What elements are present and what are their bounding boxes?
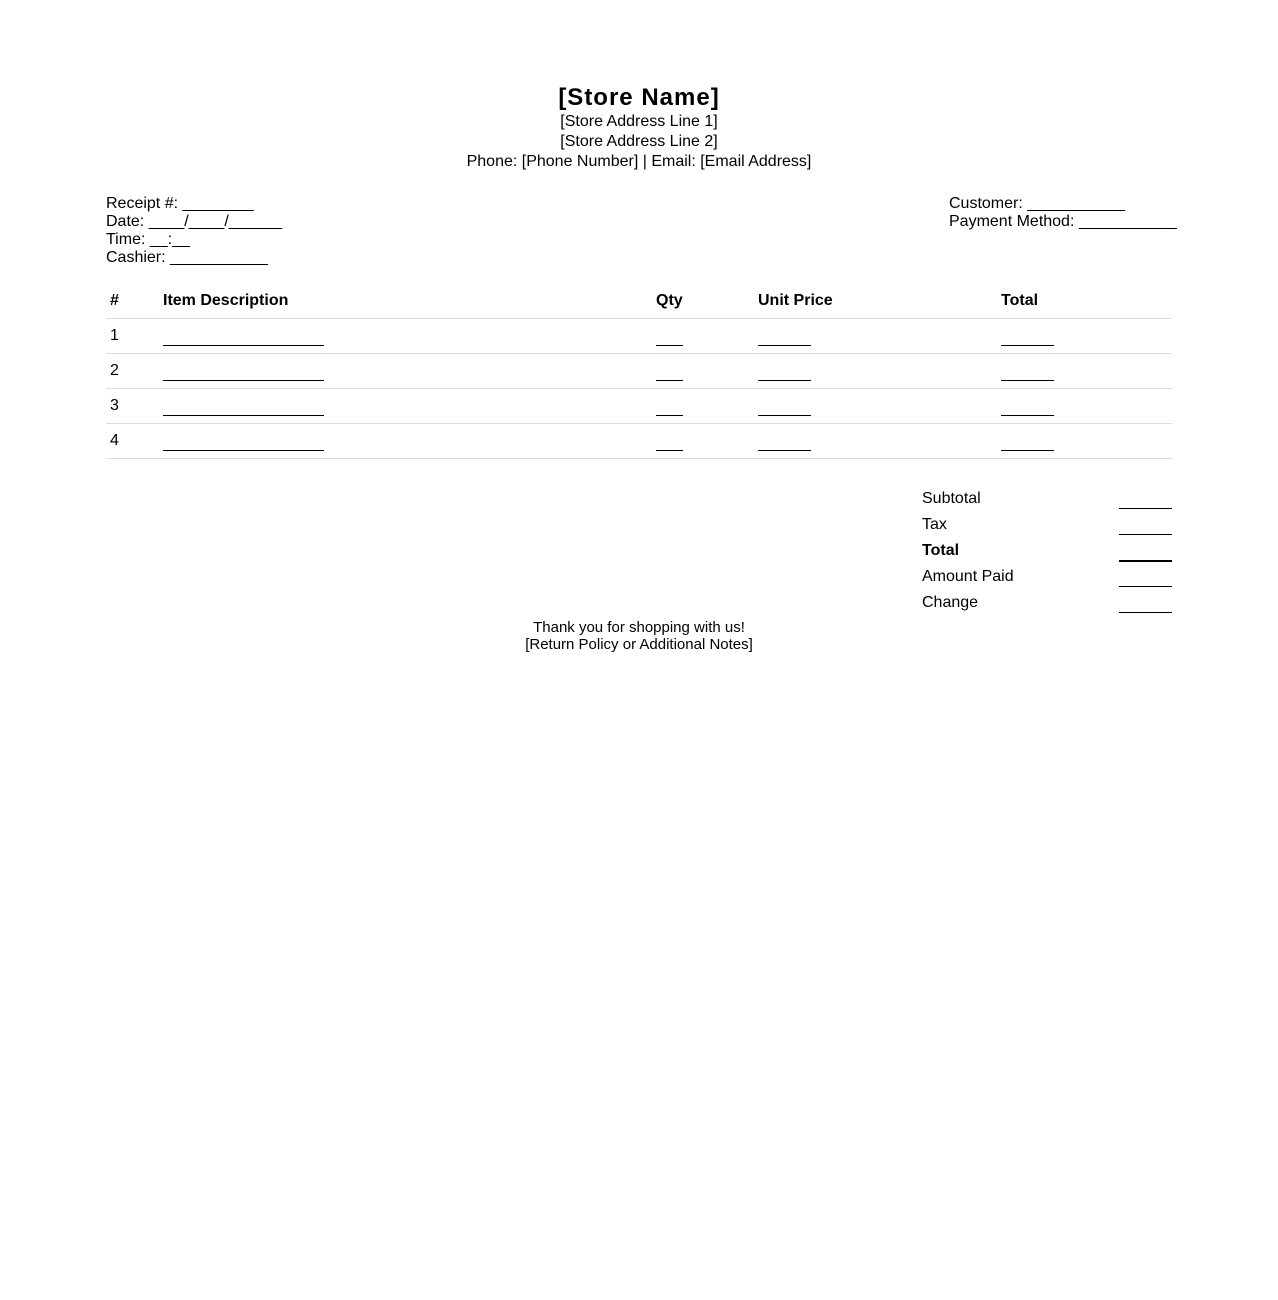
- table-row: [106, 424, 1172, 459]
- item-description-blank[interactable]: [163, 414, 324, 416]
- items-table: [106, 283, 1172, 459]
- col-header-unit-price: Unit Price: [754, 283, 997, 319]
- receipt-meta-left: [106, 195, 282, 267]
- receipt-number-field[interactable]: Receipt #: ________: [106, 195, 254, 212]
- table-row: [106, 319, 1172, 354]
- item-description-blank[interactable]: [163, 449, 324, 451]
- col-header-number: #: [106, 283, 159, 319]
- tax-label: Tax: [922, 516, 947, 533]
- line-total-blank[interactable]: [1001, 379, 1054, 381]
- cashier-field[interactable]: Cashier: ___________: [106, 249, 268, 266]
- unit-price-blank[interactable]: [758, 449, 811, 451]
- row-number: 3: [106, 389, 159, 424]
- qty-blank[interactable]: [656, 344, 683, 346]
- row-number: 2: [106, 354, 159, 389]
- item-description-blank[interactable]: [163, 344, 324, 346]
- unit-price-blank[interactable]: [758, 344, 811, 346]
- amount-paid-blank[interactable]: [1119, 568, 1172, 587]
- row-number: 1: [106, 319, 159, 354]
- change-blank[interactable]: [1119, 594, 1172, 613]
- line-total-blank[interactable]: [1001, 344, 1054, 346]
- change-row: [922, 594, 1172, 620]
- tax-row: [922, 516, 1172, 542]
- row-number: 4: [106, 424, 159, 459]
- time-field[interactable]: Time: __:__: [106, 231, 190, 248]
- store-address-line-2: [Store Address Line 2]: [560, 133, 718, 150]
- store-address-line-1: [Store Address Line 1]: [560, 113, 718, 130]
- tax-blank[interactable]: [1119, 516, 1172, 535]
- item-description-blank[interactable]: [163, 379, 324, 381]
- payment-method-field[interactable]: Payment Method: ___________: [949, 213, 1177, 230]
- qty-blank[interactable]: [656, 414, 683, 416]
- date-field[interactable]: Date: ____/____/______: [106, 213, 283, 230]
- subtotal-label: Subtotal: [922, 490, 981, 507]
- table-row: [106, 354, 1172, 389]
- store-name: [Store Name]: [558, 84, 720, 111]
- col-header-qty: Qty: [652, 283, 754, 319]
- store-contact: Phone: [Phone Number] | Email: [Email Address]: [466, 153, 812, 170]
- thank-you-message: Thank you for shopping with us!: [533, 619, 745, 636]
- return-policy-notes: [Return Policy or Additional Notes]: [525, 636, 753, 653]
- total-label: Total: [922, 542, 960, 559]
- change-label: Change: [922, 594, 979, 611]
- table-row: [106, 389, 1172, 424]
- table-header-row: [106, 283, 1172, 319]
- subtotal-blank[interactable]: [1119, 490, 1172, 509]
- col-header-total: Total: [997, 283, 1172, 319]
- subtotal-row: [922, 490, 1172, 516]
- receipt-header: [106, 84, 1172, 172]
- receipt-meta-right: [949, 195, 1177, 231]
- line-total-blank[interactable]: [1001, 414, 1054, 416]
- customer-field[interactable]: Customer: ___________: [949, 195, 1126, 212]
- amount-paid-row: [922, 568, 1172, 594]
- unit-price-blank[interactable]: [758, 414, 811, 416]
- receipt-footer: [106, 619, 1172, 653]
- totals-section: [922, 490, 1172, 620]
- amount-paid-label: Amount Paid: [922, 568, 1014, 585]
- total-row: [922, 542, 1172, 568]
- total-blank[interactable]: [1119, 542, 1172, 562]
- col-header-description: Item Description: [159, 283, 652, 319]
- qty-blank[interactable]: [656, 379, 683, 381]
- line-total-blank[interactable]: [1001, 449, 1054, 451]
- unit-price-blank[interactable]: [758, 379, 811, 381]
- qty-blank[interactable]: [656, 449, 683, 451]
